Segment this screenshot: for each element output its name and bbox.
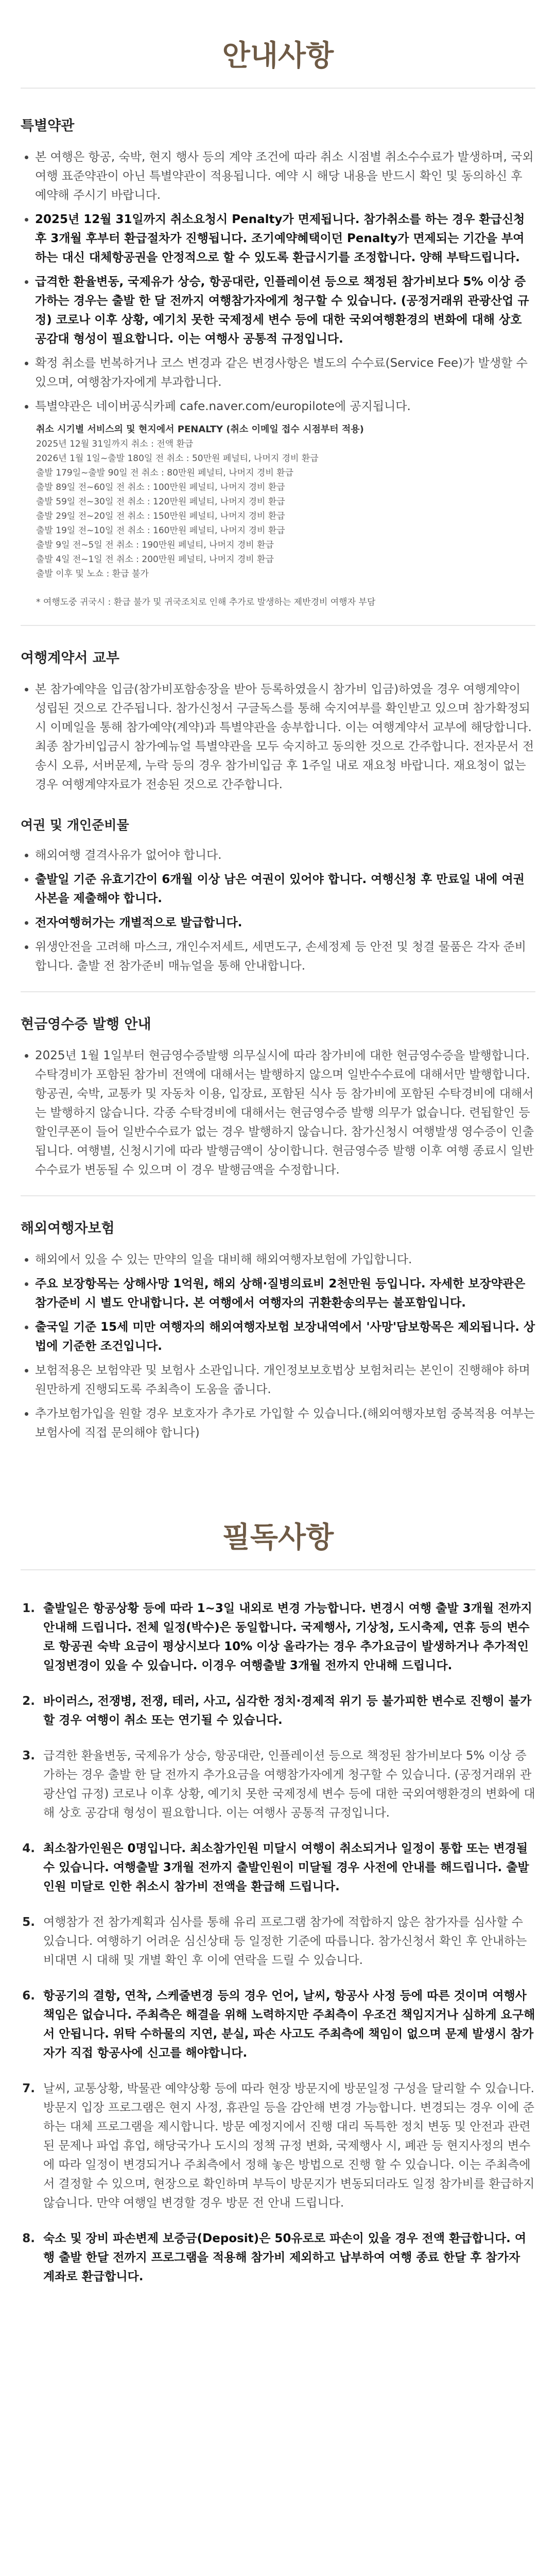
- title-divider: [21, 88, 535, 89]
- must-item: 6. 항공기의 결항, 연착, 스케줄변경 등의 경우 언어, 날씨, 항공사 사정 등에 따른 것이며 여행사 책임은 없습니다. 주최측은 해결을 위해 노력하지만 주최측이 우조건 책임지거나 심하게 요구해서 안됩니다. 위탁 수하물의 지연, 분실, 파손 사고도 주최측에 책임이 없으며 문제 발생시 참가자가 직접 항공사에 신고를 해야합니다.: [39, 1987, 535, 2063]
- insurance-item: • 주요 보장항목는 상해사망 1억원, 해외 상해·질병의료비 2천만원 등입니다. 자세한 보장약관은 참가준비 시 별도 안내합니다. 본 여행에서 여행자의 귀환환송의무는 불포함입니다.: [35, 1275, 535, 1313]
- penalty-row: 출발 179일~출발 90일 전 취소 : 80만원 페널티, 나머지 경비 환급: [36, 468, 293, 478]
- passport-item: • 출발일 기준 유효기간이 6개월 이상 남은 여권이 있어야 합니다. 여행신청 후 만료일 내에 여권사본을 제출해야 합니다.: [35, 870, 535, 908]
- must-read-title: 필독사항: [222, 1521, 334, 1554]
- penalty-row: 출발 19일 전~10일 전 취소 : 160만원 페널티, 나머지 경비 환급: [36, 526, 285, 536]
- penalty-footnote: * 여행도중 귀국시 : 환급 불가 및 귀국조치로 인해 추가로 발생하는 제반경비 여행자 부담: [36, 597, 376, 607]
- penalty-row: 출발 29일 전~20일 전 취소 : 150만원 페널티, 나머지 경비 환급: [36, 511, 285, 521]
- penalty-row: 출발 9일 전~5일 전 취소 : 190만원 페널티, 나머지 경비 환급: [36, 540, 274, 550]
- receipt-title: 현금영수증 발행 안내: [21, 1016, 151, 1032]
- notice-section: [21, 0, 535, 1443]
- insurance-title: 해외여행자보험: [21, 1221, 115, 1236]
- passport-list: [21, 846, 535, 976]
- penalty-row: 2026년 1월 1일~출발 180일 전 취소 : 50만원 페널티, 나머지 경비 환급: [36, 453, 319, 464]
- insurance-item: • 해외에서 있을 수 있는 만약의 일을 대비해 해외여행자보험에 가입합니다.: [35, 1250, 535, 1269]
- must-item: 4. 최소참가인원은 0명입니다. 최소참가인원 미달시 여행이 취소되거나 일정이 통합 또는 변경될 수 있습니다. 여행출발 3개월 전까지 출발인원이 미달될 경우 사전에 안내를 해드립니다. 출발인원 미달로 인한 취소시 참가비 전액을 환급해 드립니다.: [39, 1839, 535, 1896]
- must-item: 7. 날씨, 교통상황, 박물관 예약상황 등에 따라 현장 방문지에 방문일정 구성을 달리할 수 있습니다. 방문지 입장 프로그램은 현지 사정, 휴관일 등을 감안해 변경 가능합니다. 변경되는 경우 이에 준하는 대체 프로그램을 제시합니다. 방문 예정지에서 진행 대리 독특한 정치 변동 및 안전과 관련된 문제나 파업 휴업, 해당국가나 도시의 정책 규정 변화, 국제행사 시, 폐관 등 현지사정의 변수에 따라 일정이 변경되거나 주최측에서 정해 놓은 방법으로 진행 할 수 있습니다. 이는 주최측에서 결정할 수 있으며, 현장으로 확인하며 부득이 방문지가 변동되더라도 일정 참가비를 환급하지 않습니다. 만약 여행일 변경할 경우 방문 전 안내 드립니다.: [39, 2079, 535, 2213]
- contract-item: • 본 참가예약을 입금(참가비포함송장을 받아 등록하였을시 참가비 입금)하였을 경우 여행계약이 성립된 것으로 간주됩니다. 참가신청서 구글독스를 통해 숙지여부를 확인받고 있으며 참가확정되시 이메일을 통해 참가예약(계약)과 특별약관을 송부합니다. 이는 여행계약서 교부에 해당합니다. 최종 참가비입금시 참가예뉴얼 특별약관을 모두 숙지하고 동의한 것으로 간주합니다. 전자문서 전송시 오류, 서버문제, 누락 등의 경우 참가비입금 후 1주일 내로 재요청 바랍니다. 재요청이 없는 경우 여행계약자료가 전송된 것으로 간주합니다.: [35, 680, 535, 794]
- insurance-item: • 추가보험가입을 원할 경우 보호자가 추가로 가입할 수 있습니다.(해외여행자보험 중복적용 여부는 보험사에 직접 문의해야 합니다): [35, 1404, 535, 1443]
- section-divider: [21, 625, 535, 626]
- receipt-item: • 2025년 1월 1일부터 현금영수증발행 의무실시에 따라 참가비에 대한 현금영수증을 발행합니다. 수탁경비가 포함된 참가비 전액에 대해서는 발행하지 않으며 일반수수료에 대해서만 발행합니다. 항공권, 숙박, 교통카 및 자동차 이용, 입장료, 포함된 식사 등 참가비에 포함된 수탁경비에 대해서는 발행하지 않습니다. 각종 수탁경비에 대해서는 현금영수증 발행 의무가 없습니다. 련됩할인 등 할인쿠폰이 들어 일반수수료가 없는 경우 발행하지 않습니다. 참가신청시 여행발생 영수증이 인출됩니다. 여행별, 신청시기에 따라 발행금액이 상이합니다. 현금영수증 발행 이후 여행 종료시 일반수수료가 변동될 수 있으며 이 경우 발행금액을 수정합니다.: [35, 1046, 535, 1180]
- penalty-table: [21, 422, 535, 581]
- must-item: 5. 여행참가 전 참가계획과 심사를 통해 유리 프로그램 참가에 적합하지 않은 참가자를 심사할 수 있습니다. 여행하기 어려운 심신상태 등 일정한 기준에 따릅니다. 참가신청서 확인 후 안내하는 비대면 시 대해 및 개별 확인 후 이에 연락을 드릴 수 있습니다.: [39, 1913, 535, 1970]
- passport-item: • 해외여행 결격사유가 없어야 합니다.: [35, 846, 535, 865]
- special-terms-title: 특별약관: [21, 118, 75, 134]
- passport-title: 여권 및 개인준비물: [21, 818, 129, 833]
- special-item: • 본 여행은 항공, 숙박, 현지 행사 등의 계약 조건에 따라 취소 시점별 취소수수료가 발생하며, 국외여행 표준약관이 아닌 특별약관이 적용됩니다. 예약 시 해당 내용을 반드시 확인 및 동의하신 후 예약해 주시기 바랍니다.: [35, 148, 535, 205]
- receipt-list: [21, 1046, 535, 1180]
- passport-item: • 위생안전을 고려해 마스크, 개인수저세트, 세면도구, 손세정제 등 안전 및 청결 물품은 각자 준비합니다. 출발 전 참가준비 매뉴얼을 통해 안내합니다.: [35, 938, 535, 976]
- penalty-row: 출발 4일 전~1일 전 취소 : 200만원 페널티, 나머지 경비 환급: [36, 554, 274, 565]
- title-divider: [21, 1569, 535, 1570]
- must-item: 3. 급격한 환율변동, 국제유가 상승, 항공대란, 인플레이션 등으로 책정된 참가비보다 5% 이상 증가하는 경우 출발 한 달 전까지 추가요금을 여행참가자에게 청구할 수 있습니다. (공정거래위 관광산업 규정) 코로나 이후 상황, 예기치 못한 국제정세 변수 등에 대한 국외여행환경의 변화에 대해 상호 공감대 형성이 필요합니다. 이는 여행사 공통적 규정입니다.: [39, 1747, 535, 1823]
- insurance-item: • 출국일 기준 15세 미만 여행자의 해외여행자보험 보장내역에서 '사망'담보항목은 제외됩니다. 상법에 기준한 조건입니다.: [35, 1318, 535, 1356]
- must-read-list: [21, 1599, 535, 2286]
- penalty-row: 2025년 12월 31일까지 취소 : 전액 환급: [36, 439, 194, 449]
- passport-item: • 전자여행허가는 개별적으로 발급합니다.: [35, 913, 535, 933]
- must-item: 2. 바이러스, 전쟁병, 전쟁, 테러, 사고, 심각한 정치·경제적 위기 등 불가피한 변수로 진행이 불가할 경우 여행이 취소 또는 연기될 수 있습니다.: [39, 1692, 535, 1730]
- special-item: • 특별약관은 네이버공식카페 cafe.naver.com/europilote에 공지됩니다.: [35, 397, 535, 416]
- contract-list: [21, 680, 535, 794]
- special-item: • 급격한 환율변동, 국제유가 상승, 항공대란, 인플레이션 등으로 책정된 참가비보다 5% 이상 증가하는 경우는 출발 한 달 전까지 여행참가자에게 청구할 수 있습니다. (공정거래위 관광산업 규정) 코로나 이후 상황, 예기치 못한 국제정세 변수 등에 대한 국외여행환경의 변화에 대해 상호 공감대 형성이 필요합니다. 이는 여행사 공통적 규정입니다.: [35, 273, 535, 349]
- special-terms-list: [21, 148, 535, 416]
- special-item: • 2025년 12월 31일까지 취소요청시 Penalty가 면제됩니다. 참가취소를 하는 경우 환급신청 후 3개월 후부터 환급절차가 진행됩니다. 조기예약혜택이던 Penalty가 면제되는 기간을 부여하는 대신 대체항공권을 안정적으로 할 수 있도록 환급시기를 조정합니다. 양해 부탁드립니다.: [35, 210, 535, 267]
- special-item: • 확정 취소를 번복하거나 코스 변경과 같은 변경사항은 별도의 수수료(Service Fee)가 발생할 수 있으며, 여행참가자에게 부과합니다.: [35, 354, 535, 392]
- section-divider: [21, 991, 535, 992]
- must-read-section: [21, 1448, 535, 2286]
- penalty-row: 출발 89일 전~60일 전 취소 : 100만원 페널티, 나머지 경비 환급: [36, 482, 285, 493]
- must-item: 8. 숙소 및 장비 파손변제 보증금(Deposit)은 50유로로 파손이 있을 경우 전액 환급합니다. 여행 출발 한달 전까지 프로그램을 적용해 참가비 제외하고 납부하여 여행 종료 한달 후 참가자 계좌로 환급합니다.: [39, 2229, 535, 2286]
- notice-title: 안내사항: [222, 39, 334, 73]
- penalty-row: 출발 59일 전~30일 전 취소 : 120만원 페널티, 나머지 경비 환급: [36, 497, 285, 507]
- contract-title: 여행계약서 교부: [21, 650, 119, 666]
- must-item: 1. 출발일은 항공상황 등에 따라 1~3일 내외로 변경 가능합니다. 변경시 여행 출발 3개월 전까지 안내해 드립니다. 전체 일정(박수)은 동일합니다. 국제행사, 기상청, 도시축제, 연휴 등의 변수로 항공권 숙박 요금이 평상시보다 10% 이상 올라가는 경우 추가요금이 발생하거나 추가적인 일정변경이 있을 수 있습니다. 이경우 여행출발 3개월 전까지 안내해 드립니다.: [39, 1599, 535, 1675]
- penalty-row: 출발 이후 및 노쇼 : 환급 불가: [36, 569, 149, 579]
- insurance-item: • 보험적용은 보험약관 및 보험사 소관입니다. 개인정보보호법상 보험처리는 본인이 진행해야 하며 원만하게 진행되도록 주최측이 도움을 줍니다.: [35, 1361, 535, 1399]
- penalty-heading: 취소 시기별 서비스의 및 현지에서 PENALTY (취소 이메일 접수 시점부터 적용): [36, 424, 364, 435]
- section-divider: [21, 1195, 535, 1196]
- insurance-list: [21, 1250, 535, 1443]
